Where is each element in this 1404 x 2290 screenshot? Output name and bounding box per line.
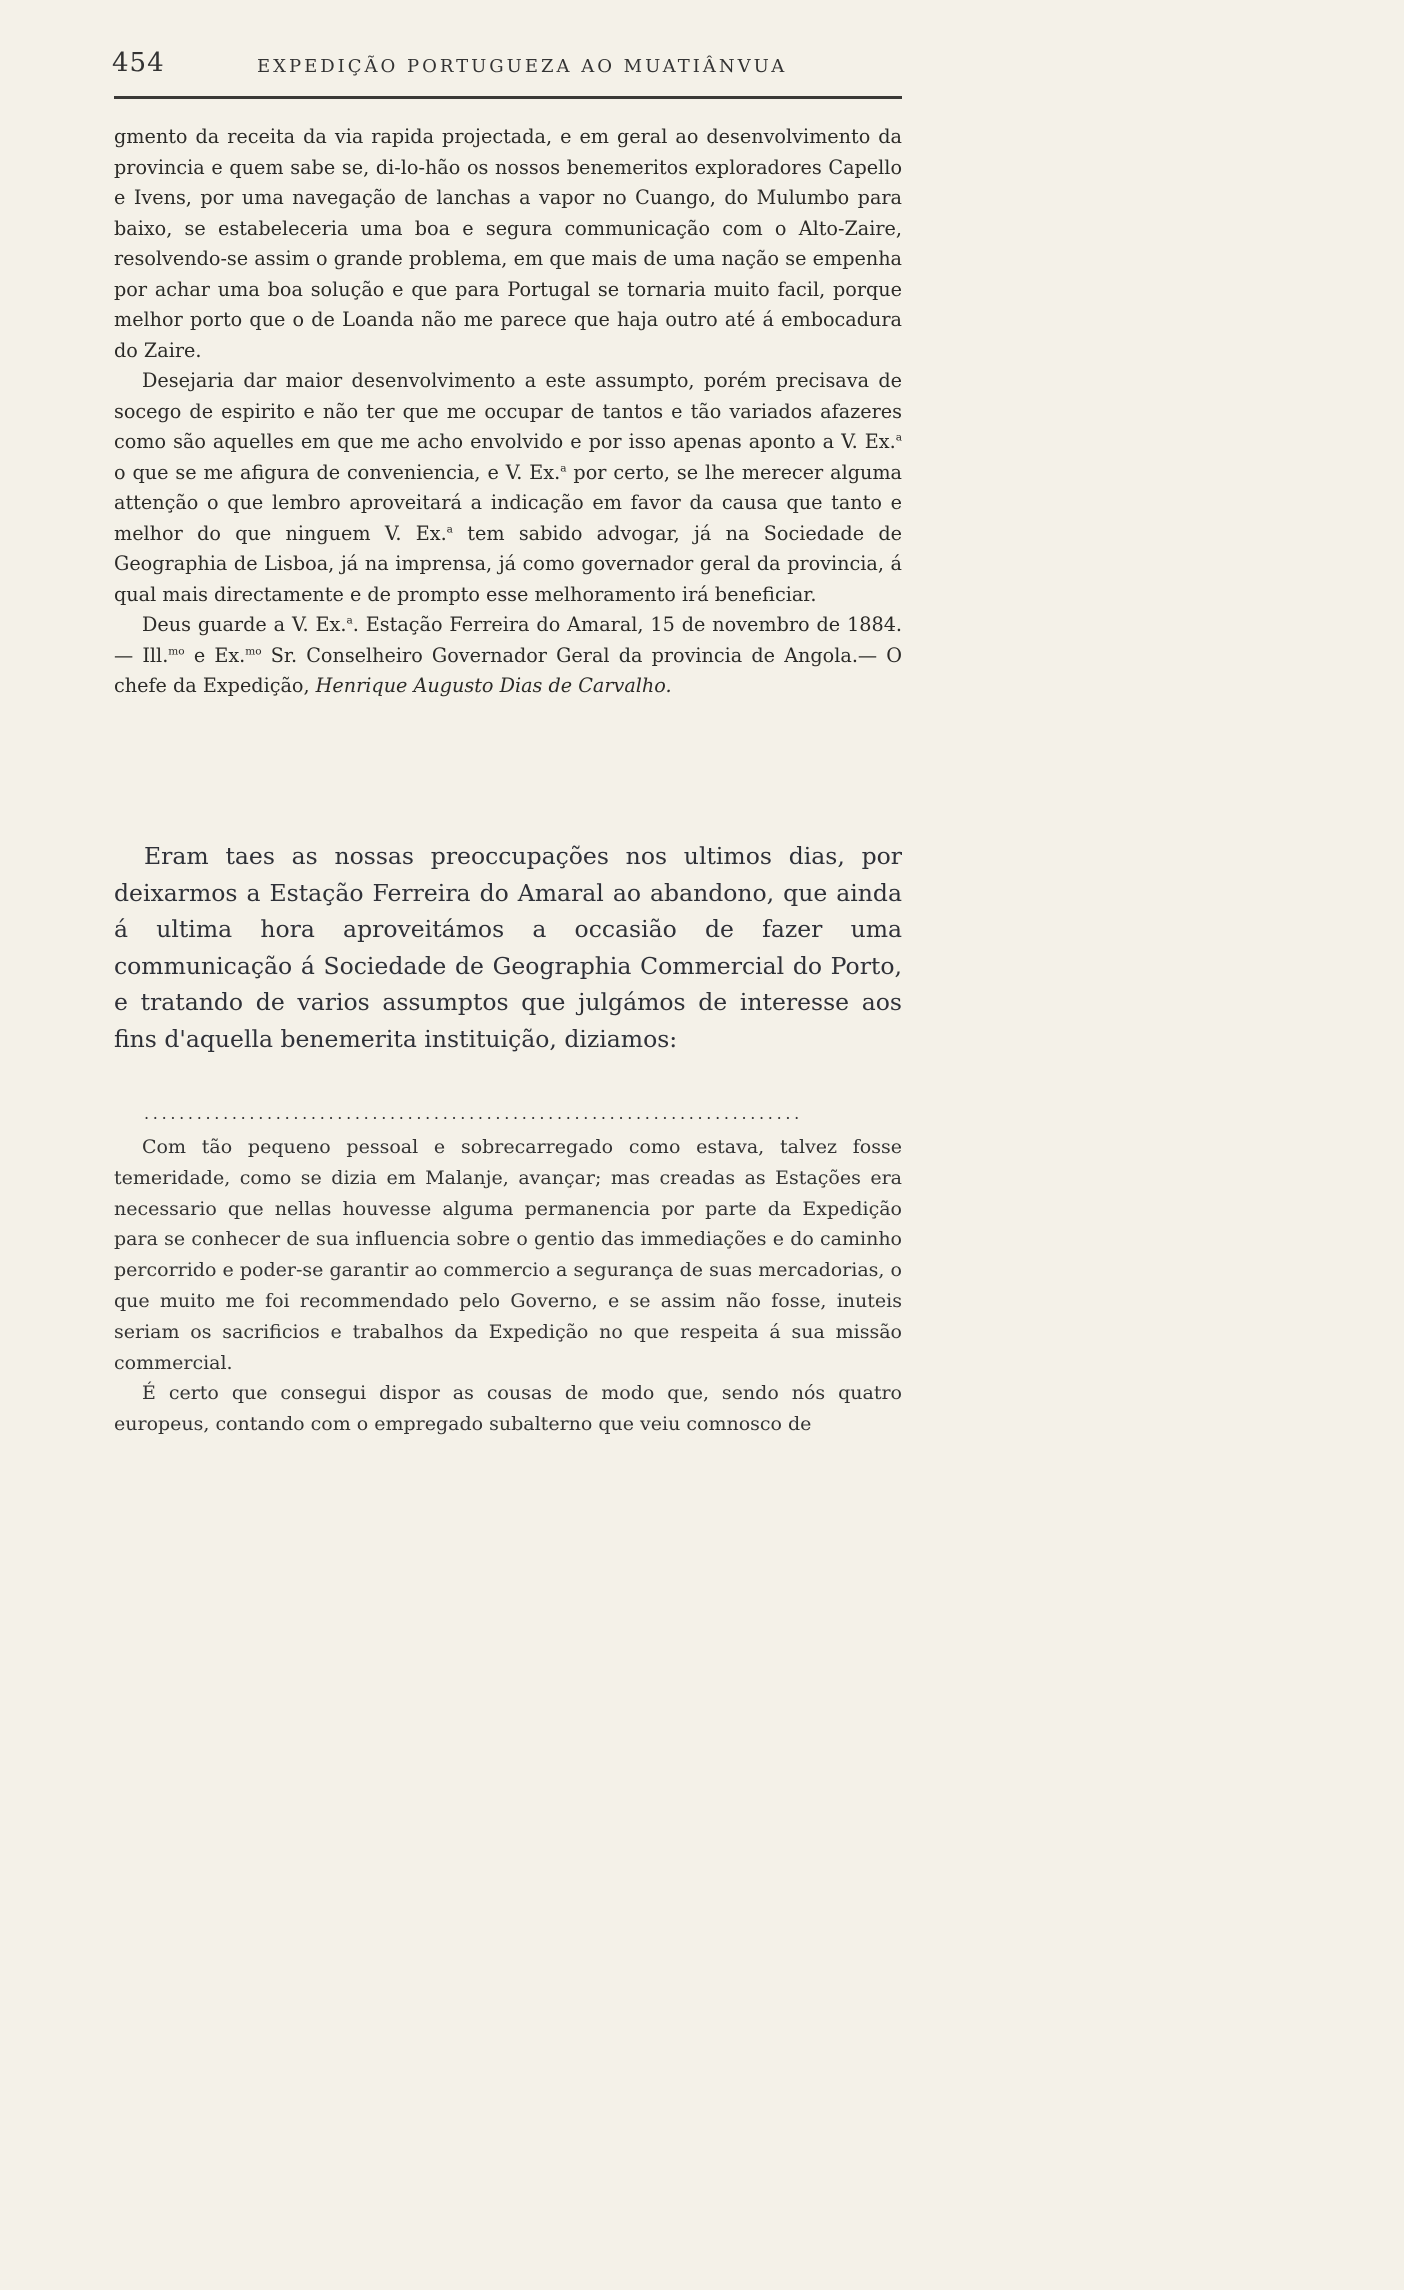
quote-paragraph-1: Com tão pequeno pessoal e sobrecarregado como estava, talvez fosse temeridade, como se dizia em Malanje, avançar; mas creadas as Estações era necessario que nellas houvesse alguma permanencia por parte da Expedição para se conhecer de sua influencia sobre o gentio das immediações e do caminho percorrido e poder-se garantir ao commercio a segurança de suas mercadorias, o que muito me foi recommendado pelo Governo, e se assim não fosse, inuteis seriam os sacrificios e trabalhos da Expedição no que respeita á sua missão commercial. [114, 1136, 902, 1374]
page-number: 454 [112, 48, 165, 78]
quote-paragraph-2: É certo que consegui dispor as cousas de modo que, sendo nós quatro europeus, contando com o empregado subalterno que veiu comnosco de [114, 1382, 902, 1436]
book-page [0, 0, 961, 1568]
narrative-paragraph: Eram taes as nossas preoccupações nos ultimos dias, por deixarmos a Estação Ferreira do Amaral ao abandono, que ainda á ultima hora aproveitámos a occasião de fazer uma communicação á Sociedade de Geographia Commercial do Porto, e tratando de varios assumptos que julgámos de interesse aos fins d'aquella benemerita instituição, diziamos: [114, 842, 902, 1053]
header-rule [114, 96, 902, 99]
ellipsis-row: ........................................................................... [144, 1104, 803, 1123]
letter-text [114, 122, 902, 702]
running-title: EXPEDIÇÃO PORTUGUEZA AO MUATIÂNVUA [257, 56, 788, 77]
signature: Henrique Augusto Dias de Carvalho. [315, 674, 672, 697]
quoted-communication [114, 1132, 902, 1440]
letter-paragraph-1: gmento da receita da via rapida projectada, e em geral ao desenvolvimento da provincia e quem sabe se, di-lo-hão os nossos benemeritos exploradores Capello e Ivens, por uma navegação de lanchas a vapor no Cuango, do Mulumbo para baixo, se estabeleceria uma boa e segura communicação com o Alto-Zaire, resolvendo-se assim o grande problema, em que mais de uma nação se empenha por achar uma boa solução e que para Portugal se tornaria muito facil, porque melhor porto que o de Loanda não me parece que haja outro até á embocadura do Zaire. [114, 125, 902, 362]
page-header [112, 48, 902, 88]
letter-paragraph-2: Desejaria dar maior desenvolvimento a este assumpto, porém precisava de socego de espirito e não ter que me occupar de tantos e tão variados afazeres como são aquelles em que me acho envolvido e por isso apenas aponto a V. Ex.$^a$ o que se me afigura de conveniencia, e V. Ex.$^a$ por certo, se lhe merecer alguma attenção o que lembro aproveitará a indicação em favor da causa que tanto e melhor do que ninguem V. Ex.$^a$ tem sabido advogar, já na Sociedade de Geographia de Lisboa, já na imprensa, já como governador geral da provincia, á qual mais directamente e de prompto esse melhoramento irá beneficiar. [114, 369, 902, 606]
letter-closing: Deus guarde a V. Ex.$^a$. Estação Ferreira do Amaral, 15 de novembro de 1884.— Ill.$^{mo}$ e Ex.$^{mo}$ Sr. Conselheiro Governador Geral da provincia de Angola.— O chefe da Expedição, Henrique Augusto Dias de Carvalho. [114, 613, 902, 697]
narrative-text [114, 838, 902, 1057]
